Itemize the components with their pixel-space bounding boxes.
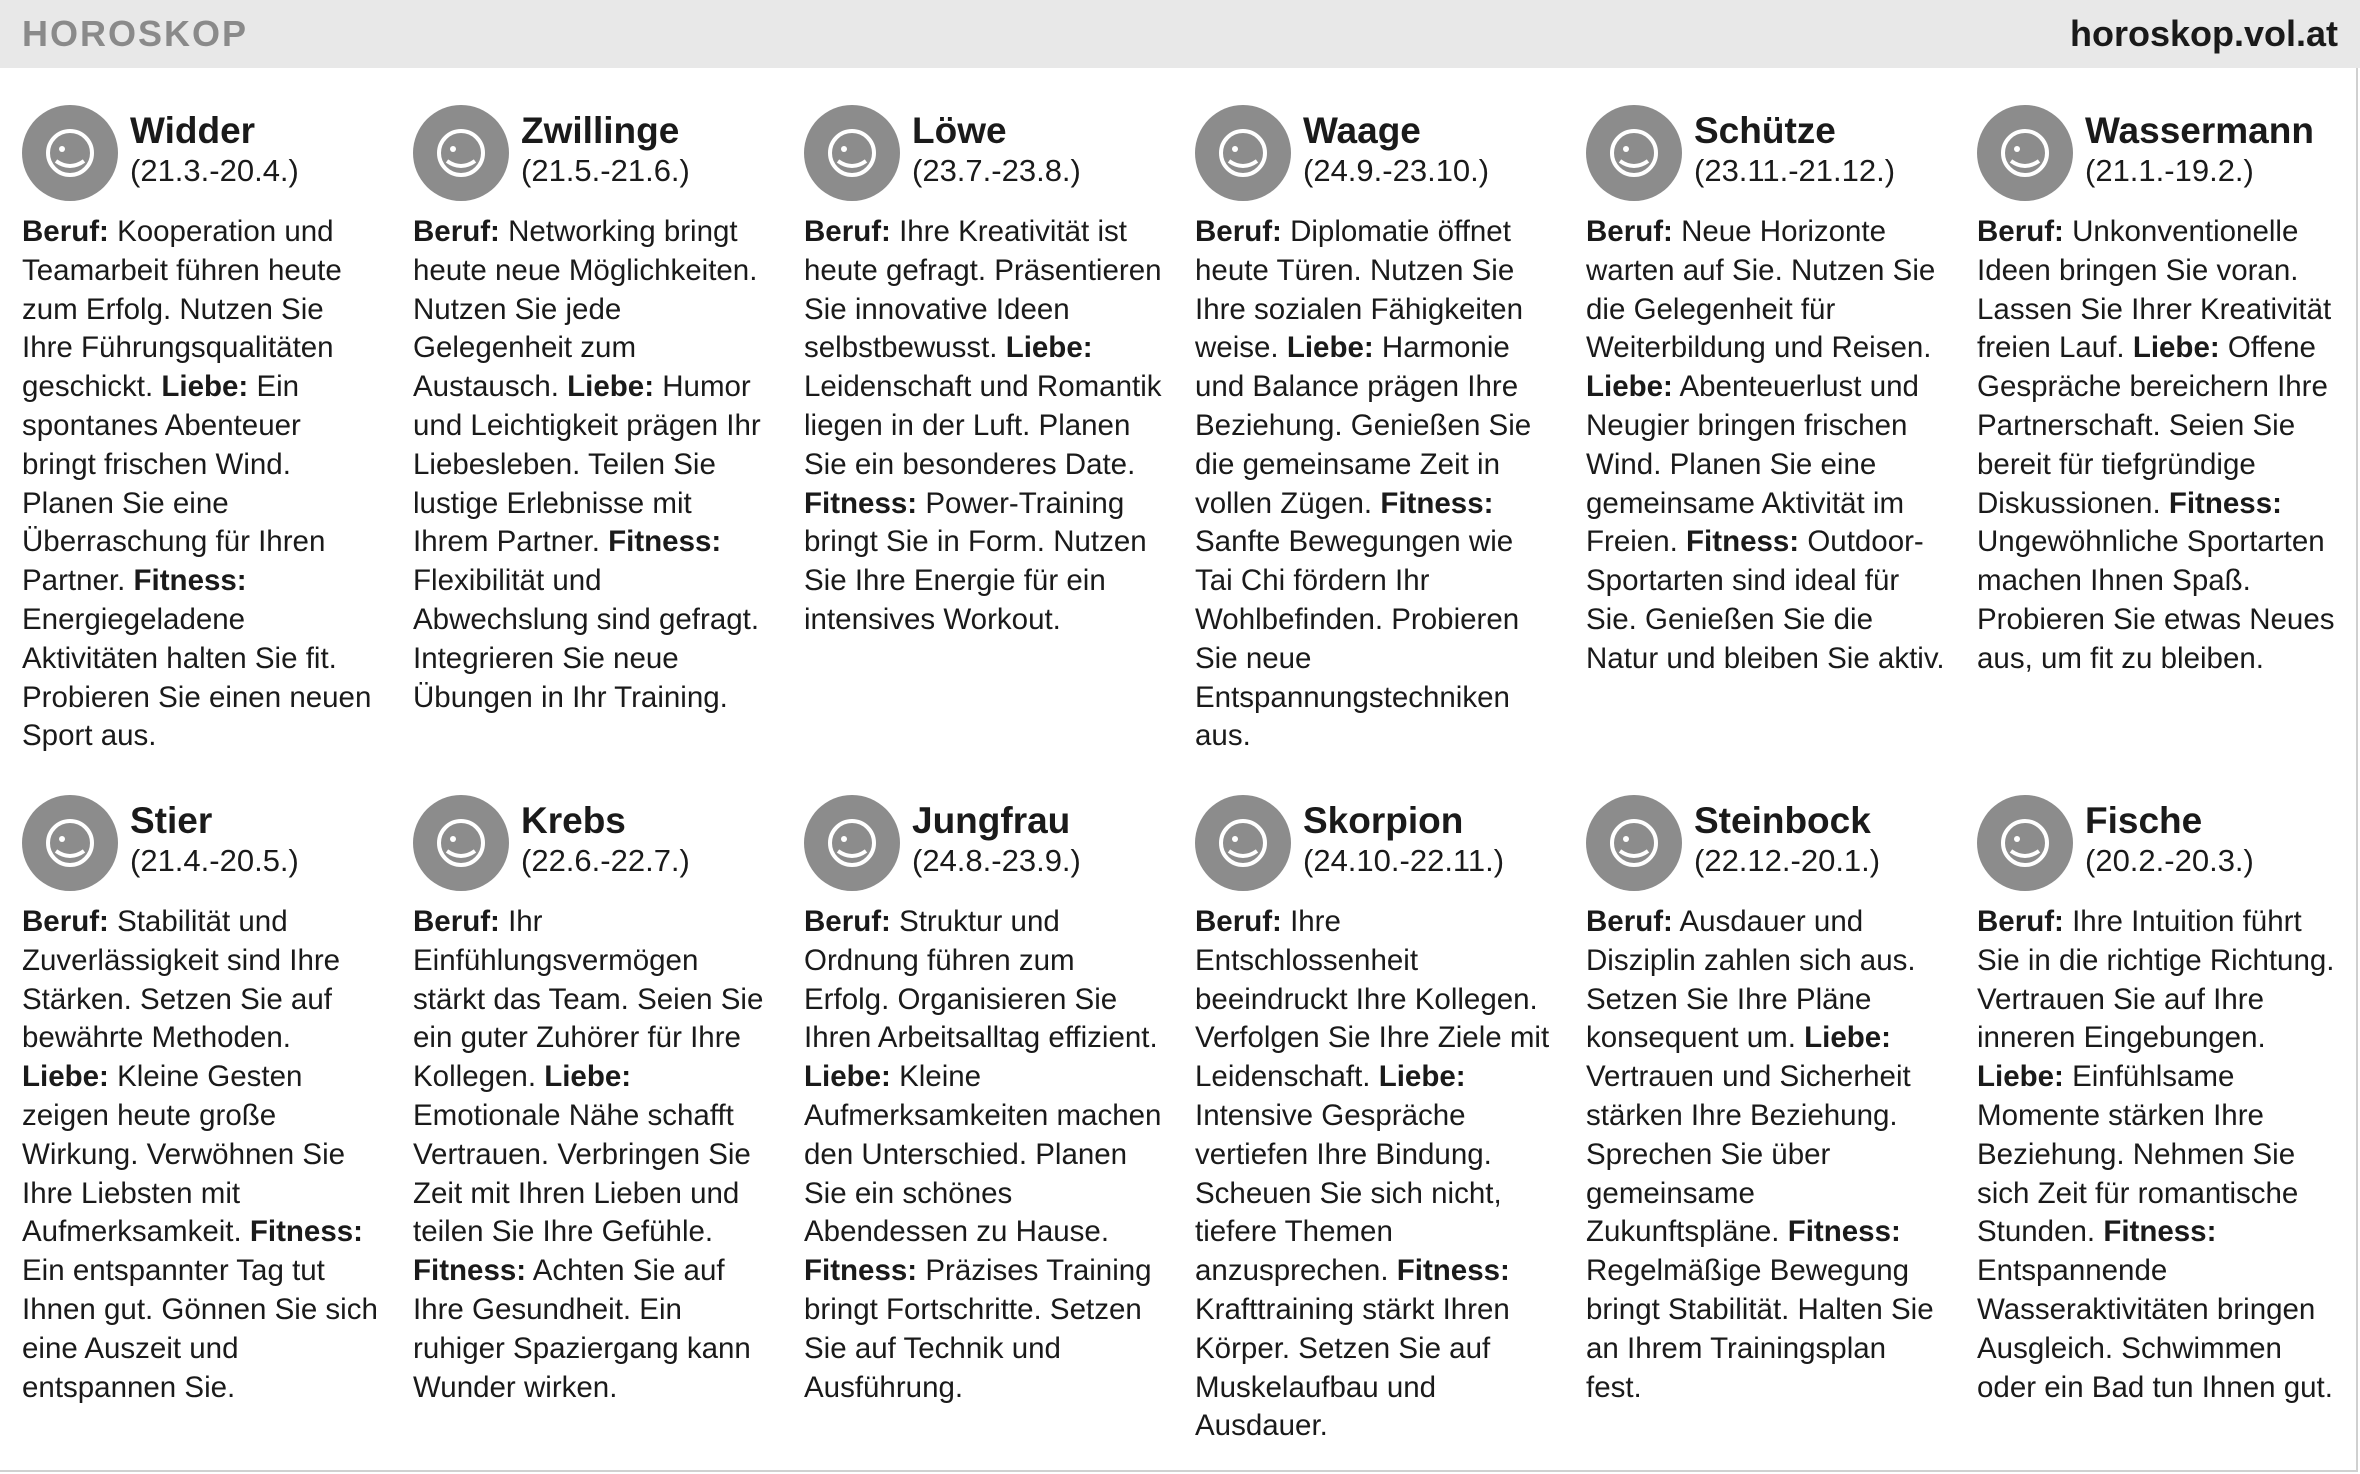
sign-dates: (21.3.-20.4.): [130, 153, 299, 188]
sign-name: Krebs: [521, 800, 626, 841]
scorpio-scorpion-icon: [1195, 795, 1291, 891]
sign-text: [1195, 903, 1555, 1446]
capricorn-goat-icon: [1586, 795, 1682, 891]
sign-name: Waage: [1303, 110, 1421, 151]
fitness-text: Krafttraining stärkt Ihren Körper. Setzen Sie auf Muskelaufbau und Ausdauer.: [1195, 1292, 1510, 1443]
beruf-label: Beruf:: [22, 215, 109, 248]
beruf-text: Ihr Einfühlungsvermögen stärkt das Team. Seien Sie ein guter Zuhörer für Ihre Kollegen.: [413, 905, 764, 1094]
fitness-label: Fitness:: [804, 1254, 918, 1288]
libra-scales-icon: [1195, 105, 1291, 201]
liebe-text: Kleine Gesten zeigen heute große Wirkung. Verwöhnen Sie Ihre Liebsten mit Aufmerksamkeit.: [22, 1060, 346, 1249]
sign-card-wassermann: [1977, 105, 2337, 795]
liebe-label: Liebe:: [1586, 370, 1673, 404]
beruf-text: Ausdauer und Disziplin zahlen sich aus. Setzen Sie Ihre Pläne konsequent um.: [1586, 905, 1916, 1055]
sagittarius-bow-icon: [1586, 105, 1682, 201]
sign-text: [804, 903, 1164, 1407]
liebe-label: Liebe:: [1005, 331, 1093, 365]
sign-header: [1586, 795, 1946, 893]
beruf-label: Beruf:: [413, 215, 500, 248]
fitness-text: Ein entspannter Tag tut Ihnen gut. Gönnen Sie sich eine Auszeit und entspannen Sie.: [22, 1254, 378, 1404]
sign-text: [22, 213, 382, 756]
beruf-text: Ihre Intuition führt Sie in die richtige Richtung. Vertrauen Sie auf Ihre inneren Eingebungen.: [1977, 905, 2335, 1055]
sign-dates: (24.10.-22.11.): [1303, 843, 1505, 878]
sign-text: [1977, 903, 2337, 1407]
liebe-label: Liebe:: [1378, 1060, 1466, 1094]
beruf-label: Beruf:: [1195, 905, 1282, 938]
beruf-label: Beruf:: [1586, 905, 1673, 938]
page-header: [0, 0, 2360, 68]
taurus-bull-icon: [22, 795, 118, 891]
fitness-text: Entspannende Wasseraktivitäten bringen Ausgleich. Schwimmen oder ein Bad tun Ihnen gut.: [1977, 1254, 2333, 1404]
beruf-label: Beruf:: [804, 905, 891, 938]
horoscope-grid: [22, 105, 2352, 1455]
fitness-text: Outdoor-Sportarten sind ideal für Sie. Genießen Sie die Natur und bleiben Sie aktiv.: [1586, 525, 1945, 675]
sign-dates: (23.11.-21.12.): [1694, 153, 1896, 188]
sign-card-waage: [1195, 105, 1555, 795]
sign-name: Steinbock: [1694, 800, 1871, 841]
fitness-text: Flexibilität und Abwechslung sind gefragt. Integrieren Sie neue Übungen in Ihr Training.: [413, 564, 760, 714]
liebe-label: Liebe:: [1286, 331, 1374, 365]
liebe-text: Einfühlsame Momente stärken Ihre Beziehung. Nehmen Sie sich Zeit für romantische Stunden.: [1977, 1060, 2299, 1249]
sign-name: Stier: [130, 800, 213, 841]
sign-card-jungfrau: [804, 795, 1164, 1455]
sign-card-zwillinge: [413, 105, 773, 795]
cancer-crab-icon: [413, 795, 509, 891]
sign-text: [413, 903, 773, 1407]
beruf-text: Struktur und Ordnung führen zum Erfolg. Organisieren Sie Ihren Arbeitsalltag effizient.: [804, 905, 1158, 1055]
sign-name: Widder: [130, 110, 256, 151]
beruf-label: Beruf:: [1195, 215, 1282, 248]
fitness-text: Power-Training bringt Sie in Form. Nutzen Sie Ihre Energie für ein intensives Workout.: [804, 486, 1147, 636]
aries-ram-icon: [22, 105, 118, 201]
sign-dates: (24.8.-23.9.): [912, 843, 1081, 878]
sign-dates: (21.1.-19.2.): [2085, 153, 2254, 188]
sign-card-stier: [22, 795, 382, 1455]
sign-card-fische: [1977, 795, 2337, 1455]
beruf-label: Beruf:: [1586, 215, 1673, 248]
sign-header: [22, 105, 382, 203]
sign-header: [1195, 795, 1555, 893]
sign-name: Schütze: [1694, 110, 1836, 151]
sign-dates: (22.6.-22.7.): [521, 843, 690, 878]
sign-name: Fische: [2085, 800, 2203, 841]
beruf-label: Beruf:: [804, 215, 891, 248]
sign-text: [1977, 213, 2337, 679]
beruf-text: Unkonventionelle Ideen bringen Sie voran. Lassen Sie Ihrer Kreativität freien Lauf.: [1977, 215, 2332, 365]
sign-dates: (22.12.-20.1.): [1694, 843, 1881, 878]
beruf-text: Stabilität und Zuverlässigkeit sind Ihre Stärken. Setzen Sie auf bewährte Methoden.: [22, 905, 341, 1055]
liebe-label: Liebe:: [2132, 331, 2220, 365]
sign-dates: (24.9.-23.10.): [1303, 153, 1490, 188]
sign-header: [804, 105, 1164, 203]
sign-card-widder: [22, 105, 382, 795]
fitness-label: Fitness:: [804, 486, 918, 520]
liebe-text: Ein spontanes Abenteuer bringt frischen Wind. Planen Sie eine Überraschung für Ihren Partner.: [22, 370, 326, 598]
sign-header: [1586, 105, 1946, 203]
sign-header: [1977, 795, 2337, 893]
sign-card-skorpion: [1195, 795, 1555, 1455]
sign-name: Skorpion: [1303, 800, 1464, 841]
fitness-text: Präzises Training bringt Fortschritte. Setzen Sie auf Technik und Ausführung.: [804, 1254, 1152, 1404]
sign-card-löwe: [804, 105, 1164, 795]
sign-header: [1195, 105, 1555, 203]
sign-text: [1586, 213, 1946, 679]
fitness-text: Energiegeladene Aktivitäten halten Sie fit. Probieren Sie einen neuen Sport aus.: [22, 602, 372, 753]
liebe-label: Liebe:: [1977, 1060, 2064, 1094]
sign-header: [413, 105, 773, 203]
sign-header: [804, 795, 1164, 893]
leo-lion-icon: [804, 105, 900, 201]
sign-name: Löwe: [912, 110, 1007, 151]
fitness-label: Fitness:: [1787, 1215, 1901, 1249]
sign-name: Wassermann: [2085, 110, 2314, 151]
beruf-label: Beruf:: [1977, 905, 2064, 938]
virgo-maiden-icon: [804, 795, 900, 891]
sign-card-schütze: [1586, 105, 1946, 795]
sign-text: [1195, 213, 1555, 756]
beruf-text: Kooperation und Teamarbeit führen heute zum Erfolg. Nutzen Sie Ihre Führungsqualitäten geschickt.: [22, 215, 342, 404]
liebe-text: Humor und Leichtigkeit prägen Ihr Liebesleben. Teilen Sie lustige Erlebnisse mit Ihrem Partner.: [413, 370, 761, 559]
sign-dates: (21.5.-21.6.): [521, 153, 690, 188]
sign-name: Zwillinge: [521, 110, 680, 151]
gemini-twins-icon: [413, 105, 509, 201]
sign-dates: (23.7.-23.8.): [912, 153, 1081, 188]
site-url[interactable]: horoskop.vol.at: [2069, 13, 2338, 54]
beruf-text: Ihre Kreativität ist heute gefragt. Präsentieren Sie innovative Ideen selbstbewusst.: [804, 215, 1162, 365]
sign-text: [804, 213, 1164, 640]
fitness-label: Fitness:: [1686, 525, 1800, 559]
beruf-label: Beruf:: [22, 905, 109, 938]
beruf-text: Neue Horizonte warten auf Sie. Nutzen Sie die Gelegenheit für Weiterbildung und Reisen.: [1586, 215, 1936, 365]
liebe-label: Liebe:: [544, 1060, 632, 1094]
section-title: HOROSKOP: [22, 13, 249, 54]
liebe-text: Vertrauen und Sicherheit stärken Ihre Beziehung. Sprechen Sie über gemeinsame Zukunftspläne.: [1586, 1060, 1911, 1249]
fitness-label: Fitness:: [249, 1215, 363, 1249]
fitness-label: Fitness:: [133, 564, 247, 598]
liebe-text: Leidenschaft und Romantik liegen in der Luft. Planen Sie ein besonderes Date.: [804, 370, 1162, 481]
fitness-text: Sanfte Bewegungen wie Tai Chi fördern Ihr Wohlbefinden. Probieren Sie neue Entspannungstechniken aus.: [1195, 525, 1520, 753]
fitness-label: Fitness:: [608, 525, 722, 559]
liebe-text: Harmonie und Balance prägen Ihre Beziehung. Genießen Sie die gemeinsame Zeit in vollen Zügen.: [1195, 331, 1532, 520]
sign-dates: (21.4.-20.5.): [130, 843, 299, 878]
liebe-label: Liebe:: [22, 1060, 109, 1094]
sign-card-steinbock: [1586, 795, 1946, 1455]
beruf-text: Ihre Entschlossenheit beeindruckt Ihre Kollegen. Verfolgen Sie Ihre Ziele mit Leidenschaft.: [1195, 905, 1550, 1094]
liebe-label: Liebe:: [804, 1060, 891, 1094]
fitness-label: Fitness:: [413, 1254, 527, 1288]
liebe-label: Liebe:: [1804, 1021, 1891, 1055]
fitness-text: Ungewöhnliche Sportarten machen Ihnen Spaß. Probieren Sie etwas Neues aus, um fit zu bleiben.: [1977, 525, 2335, 675]
beruf-label: Beruf:: [413, 905, 500, 938]
beruf-text: Diplomatie öffnet heute Türen. Nutzen Sie Ihre sozialen Fähigkeiten weise.: [1195, 215, 1523, 365]
sign-header: [413, 795, 773, 893]
sign-header: [1977, 105, 2337, 203]
sign-text: [1586, 903, 1946, 1407]
liebe-text: Offene Gespräche bereichern Ihre Partnerschaft. Seien Sie bereit für tiefgründige Diskussionen.: [1977, 331, 2328, 520]
liebe-text: Kleine Aufmerksamkeiten machen den Unterschied. Planen Sie ein schönes Abendessen zu Hause.: [804, 1060, 1162, 1249]
beruf-label: Beruf:: [1977, 215, 2064, 248]
pisces-fish-icon: [1977, 795, 2073, 891]
fitness-label: Fitness:: [2168, 486, 2282, 520]
sign-text: [22, 903, 382, 1407]
sign-text: [413, 213, 773, 717]
liebe-label: Liebe:: [161, 370, 249, 404]
fitness-text: Achten Sie auf Ihre Gesundheit. Ein ruhiger Spaziergang kann Wunder wirken.: [413, 1254, 751, 1404]
fitness-text: Regelmäßige Bewegung bringt Stabilität. Halten Sie an Ihrem Trainingsplan fest.: [1586, 1254, 1934, 1404]
beruf-text: Networking bringt heute neue Möglichkeiten. Nutzen Sie jede Gelegenheit zum Austausch.: [413, 215, 758, 404]
liebe-text: Intensive Gespräche vertiefen Ihre Bindung. Scheuen Sie sich nicht, tiefere Themen anzusprechen.: [1195, 1098, 1502, 1288]
sign-dates: (20.2.-20.3.): [2085, 843, 2254, 878]
fitness-label: Fitness:: [2103, 1215, 2217, 1249]
liebe-label: Liebe:: [567, 370, 655, 404]
sign-header: [22, 795, 382, 893]
sign-name: Jungfrau: [912, 800, 1071, 841]
fitness-label: Fitness:: [1396, 1254, 1510, 1288]
liebe-text: Emotionale Nähe schafft Vertrauen. Verbringen Sie Zeit mit Ihren Lieben und teilen Sie Ihre Gefühle.: [413, 1098, 751, 1249]
sign-card-krebs: [413, 795, 773, 1455]
aquarius-water-bearer-icon: [1977, 105, 2073, 201]
fitness-label: Fitness:: [1380, 486, 1494, 520]
liebe-text: Abenteuerlust und Neugier bringen frischen Wind. Planen Sie eine gemeinsame Aktivität im Freien.: [1586, 370, 1919, 559]
